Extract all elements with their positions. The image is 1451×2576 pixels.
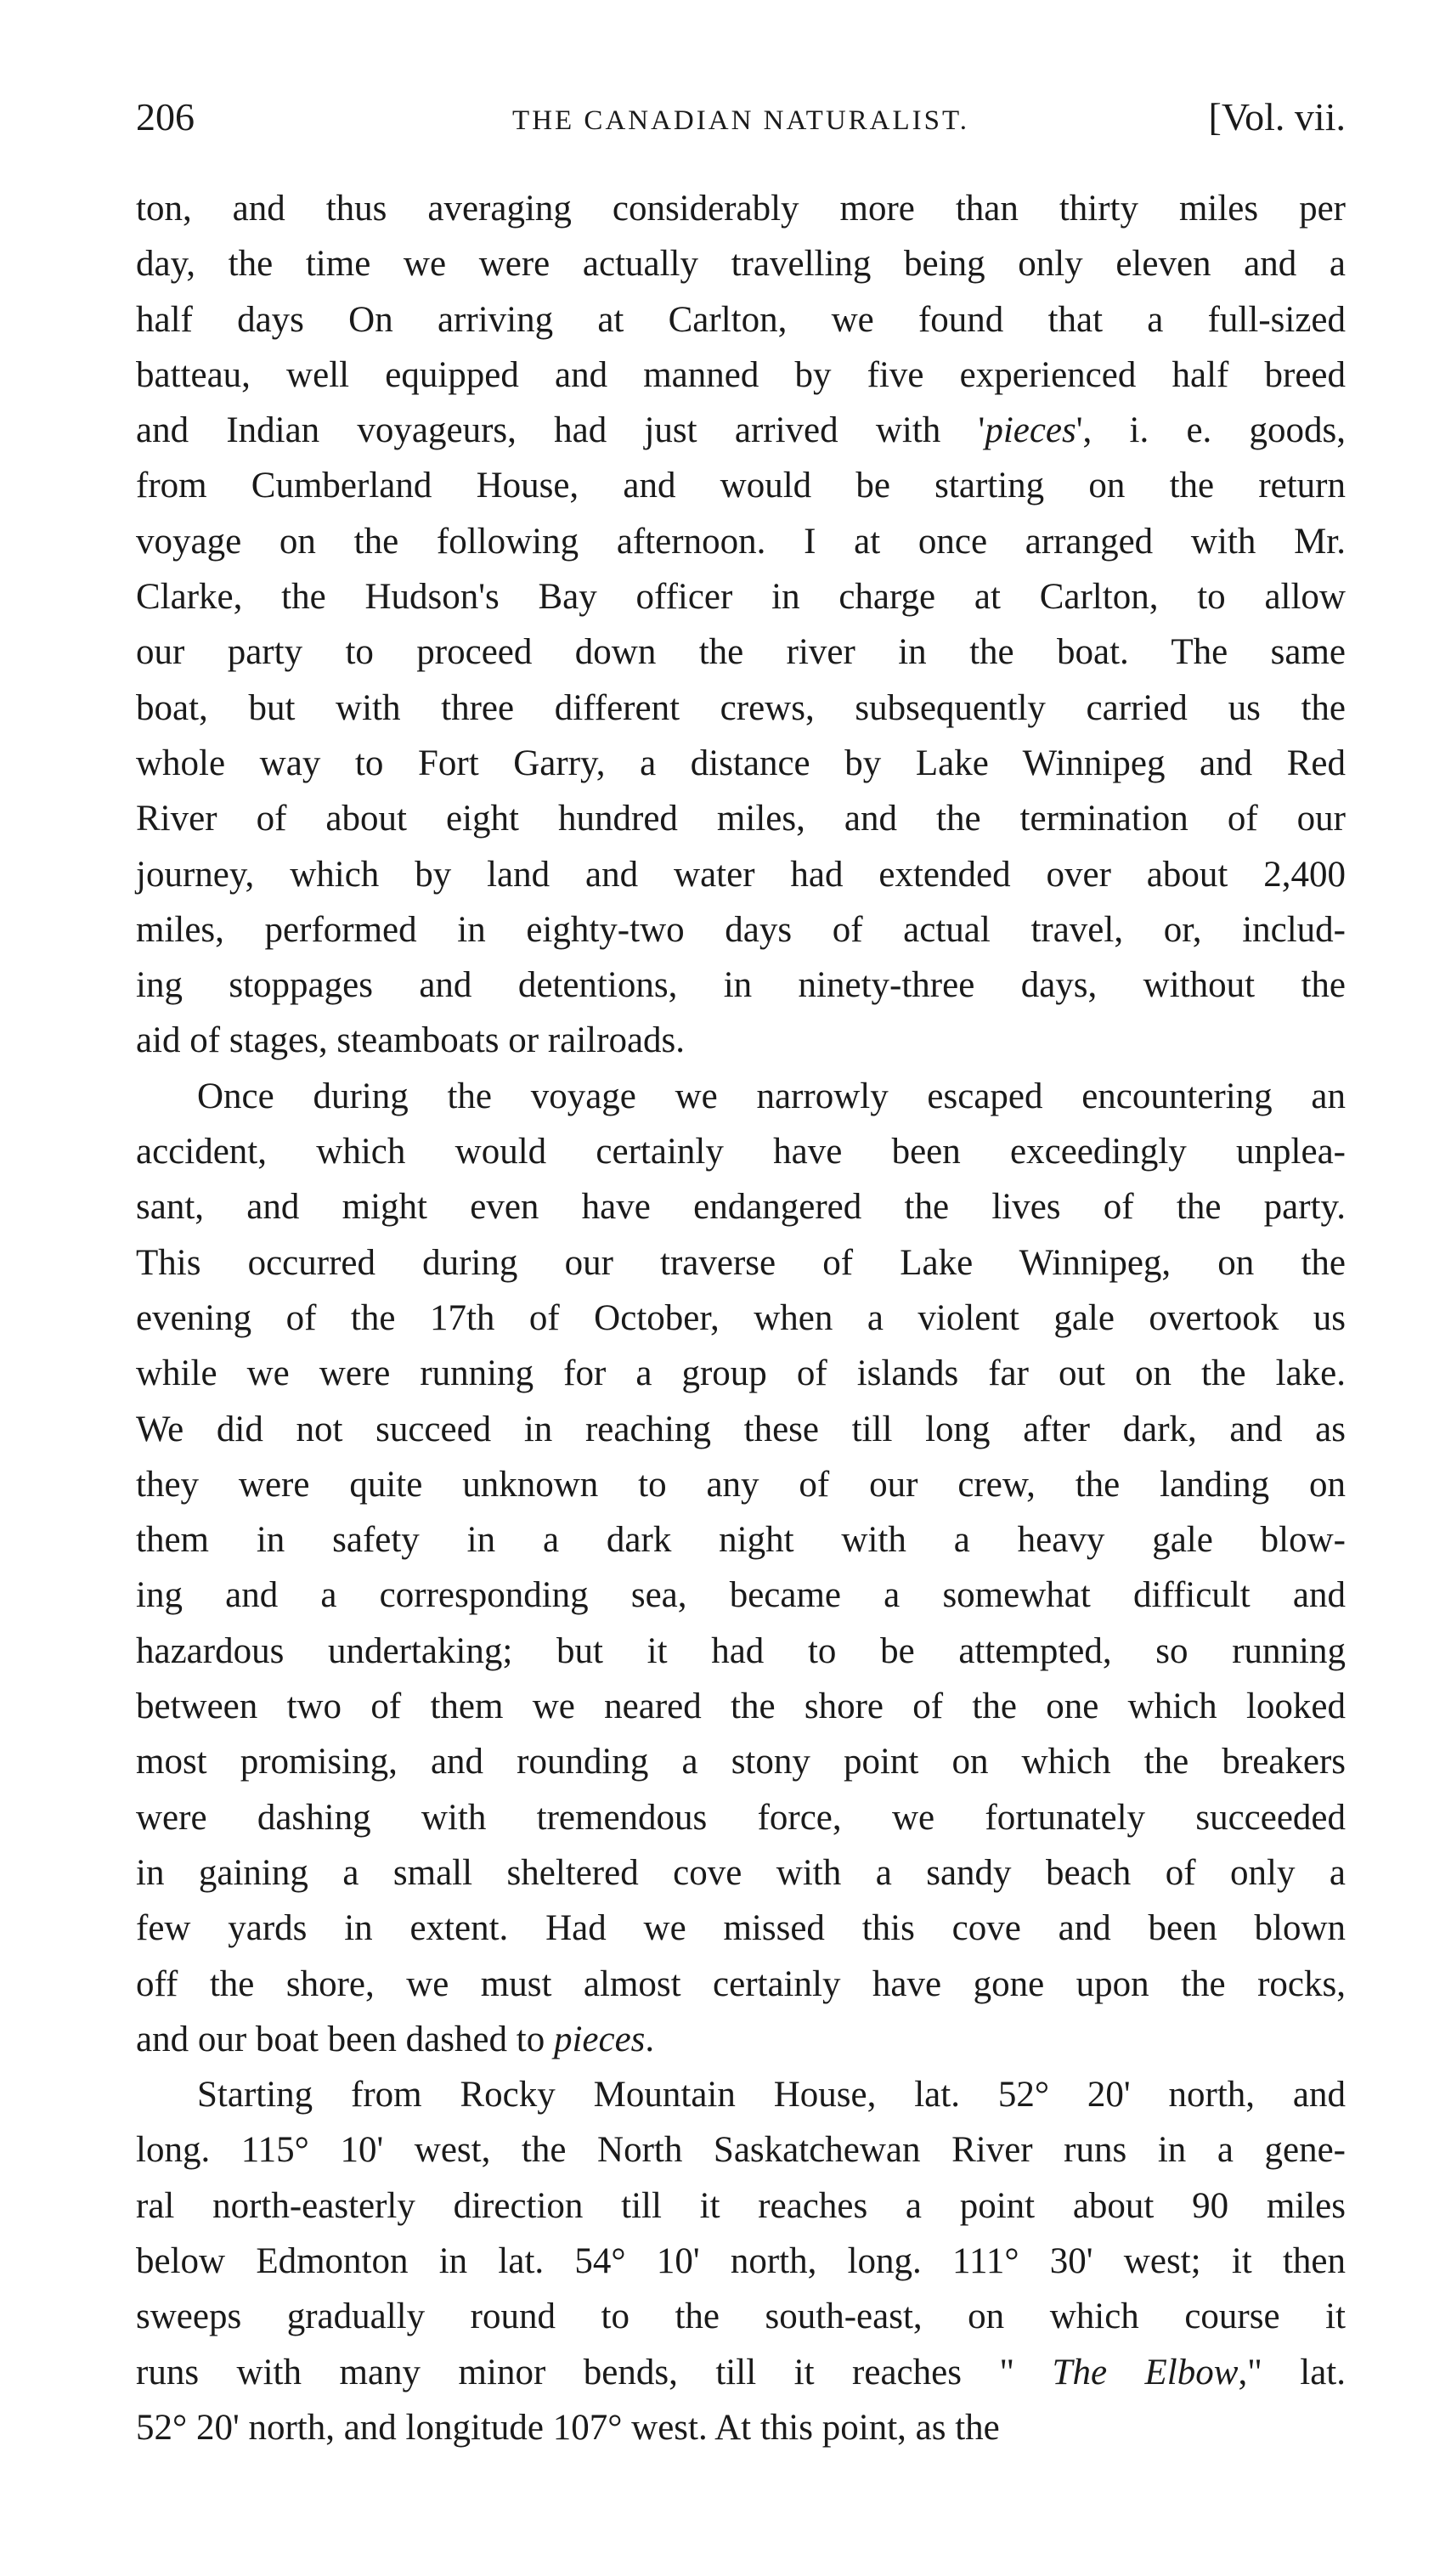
- text-line: aid of stages, steamboats or railroads.: [136, 1020, 686, 1061]
- text-line: half days On arriving at Carlton, we found that a full-sized: [136, 299, 1346, 340]
- text-line: runs with many minor bends, till it reaches " The Elbow," lat.: [136, 2352, 1346, 2392]
- text-line: between two of them we neared the shore of the one which looked: [136, 1686, 1346, 1727]
- text-line: ing and a corresponding sea, became a somewhat difficult and: [136, 1575, 1346, 1616]
- text-line: and Indian voyageurs, had just arrived with 'pieces', i. e. goods,: [136, 410, 1347, 451]
- running-title: THE CANADIAN NATURALIST.: [512, 105, 969, 136]
- paragraph-2: [136, 1069, 1346, 2067]
- text-line: 52° 20' north, and longitude 107° west. At this point, as the: [136, 2407, 1000, 2448]
- text-line: ral north-easterly direction till it reaches a point about 90 miles: [136, 2185, 1346, 2226]
- text-line: few yards in extent. Had we missed this cove and been blown: [136, 1908, 1346, 1949]
- text-line: in gaining a small sheltered cove with a sandy beach of only a: [136, 1852, 1346, 1893]
- text-line: off the shore, we must almost certainly have gone upon the rocks,: [136, 1963, 1346, 2004]
- text-line: Clarke, the Hudson's Bay officer in charge at Carlton, to allow: [136, 577, 1346, 618]
- page-header: [136, 92, 1346, 151]
- text-line: from Cumberland House, and would be starting on the return: [136, 466, 1346, 506]
- page-number: 206: [136, 95, 195, 138]
- text-line: sweeps gradually round to the south-east, on which course it: [136, 2296, 1346, 2337]
- text-line: whole way to Fort Garry, a distance by Lake Winnipeg and Red: [136, 743, 1346, 783]
- text-line: they were quite unknown to any of our crew, the landing on: [136, 1464, 1346, 1505]
- text-line: our party to proceed down the river in the boat. The same: [136, 632, 1346, 673]
- volume-label: [Vol. vii.: [1208, 95, 1346, 138]
- text-line: voyage on the following afternoon. I at once arranged with Mr.: [136, 521, 1346, 562]
- text-line: sant, and might even have endangered the lives of the party.: [136, 1187, 1346, 1228]
- text-line: This occurred during our traverse of Lake Winnipeg, on the: [136, 1242, 1346, 1283]
- text-line: miles, performed in eighty-two days of actual travel, or, includ-: [136, 909, 1346, 950]
- text-line: were dashing with tremendous force, we fortunately succeeded: [136, 1797, 1346, 1838]
- body-text: [136, 181, 1346, 2455]
- text-line: accident, which would certainly have been exceedingly unplea-: [136, 1132, 1346, 1172]
- text-line: hazardous undertaking; but it had to be attempted, so running: [136, 1630, 1346, 1671]
- paragraph-3: [136, 2067, 1346, 2455]
- paragraph-1: [136, 181, 1346, 1069]
- text-line: them in safety in a dark night with a heavy gale blow-: [136, 1520, 1346, 1561]
- text-line: below Edmonton in lat. 54° 10' north, long. 111° 30' west; it then: [136, 2240, 1346, 2281]
- text-line: ton, and thus averaging considerably more than thirty miles per: [136, 189, 1346, 229]
- text-line: journey, which by land and water had extended over about 2,400: [136, 854, 1346, 895]
- text-line: ing stoppages and detentions, in ninety-three days, without the: [136, 965, 1346, 1006]
- text-line: while we were running for a group of islands far out on the lake.: [136, 1353, 1346, 1394]
- text-line: most promising, and rounding a stony point on which the breakers: [136, 1742, 1346, 1782]
- text-line: Starting from Rocky Mountain House, lat. 52° 20' north, and: [197, 2075, 1346, 2116]
- text-line: We did not succeed in reaching these till long after dark, and as: [136, 1409, 1346, 1449]
- text-line: evening of the 17th of October, when a violent gale overtook us: [136, 1297, 1346, 1338]
- text-line: long. 115° 10' west, the North Saskatchewan River runs in a gene-: [136, 2130, 1346, 2171]
- text-line: boat, but with three different crews, subsequently carried us the: [136, 687, 1346, 728]
- text-line: Once during the voyage we narrowly escaped encountering an: [197, 1076, 1346, 1116]
- text-line: River of about eight hundred miles, and the termination of our: [136, 799, 1346, 839]
- text-line: day, the time we were actually travelling being only eleven and a: [136, 244, 1346, 285]
- text-line: and our boat been dashed to pieces.: [136, 2019, 655, 2059]
- text-line: batteau, well equipped and manned by five experienced half breed: [136, 354, 1346, 395]
